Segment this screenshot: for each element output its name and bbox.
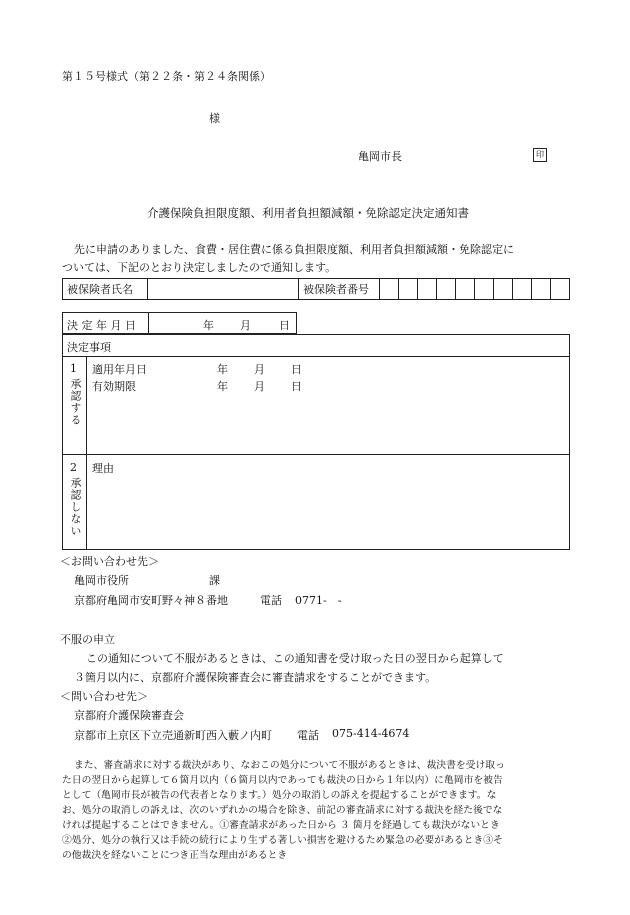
insured-number-digit[interactable]: [513, 279, 532, 300]
notice-line-4: お、処分の取消しの訴えは、次のいずれかの場合を除き、前記の審査請求に対する裁決を経た後でな: [62, 805, 503, 816]
contact-phone: 0771- -: [295, 594, 342, 607]
intro-line-1: 先に申請のありました、食費・居住費に係る負担限度額、利用者負担額減額・免除認定に: [74, 243, 514, 256]
reason-label: 理由: [92, 462, 114, 475]
contact-address: 京都府亀岡市安町野々神８番地: [74, 594, 228, 607]
valid-label: 有効期限: [92, 380, 136, 393]
insured-number-digit[interactable]: [551, 279, 570, 300]
appeal-contact-heading: ＜問い合わせ先＞: [60, 690, 148, 703]
appeal-phone: 075-414-4674: [332, 727, 410, 740]
approved-number: 1: [70, 362, 77, 375]
insured-number-digit[interactable]: [475, 279, 494, 300]
contact-section-unit: 課: [209, 574, 220, 587]
contact-phone-label: 電話: [260, 594, 282, 607]
divider: [148, 312, 149, 334]
issuer-name: 亀岡市長: [358, 150, 402, 163]
intro-line-2: ついては、下記のとおり決定しましたので通知します。: [62, 261, 337, 274]
notice-line-6: ②処分、処分の執行又は手続の続行により生ずる著しい損害を避けるため緊急の必要があるとき③そ: [62, 835, 503, 846]
appeal-line-1: この通知について不服があるときは、この通知書を受け取った日の翌日から起算して: [86, 652, 504, 665]
appeal-heading: 不服の申立: [60, 633, 115, 646]
notice-line-2: た日の翌日から起算して６箇月以内（６箇月以内であっても裁決の日から１年以内）に亀岡市を被告: [62, 775, 503, 786]
decision-month-unit: 月: [240, 319, 251, 332]
insured-number-digit[interactable]: [437, 279, 456, 300]
document-title: 介護保険負担限度額、利用者負担額減額・免除認定決定通知書: [147, 206, 469, 220]
decision-day-unit: 日: [279, 319, 290, 332]
insured-number-digit[interactable]: [494, 279, 513, 300]
appeal-address: 京都市上京区下立売通新町西入藪ノ内町: [74, 729, 272, 742]
apply-day-unit: 日: [291, 363, 302, 376]
contact-heading: ＜お問い合わせ先＞: [60, 555, 159, 568]
decision-items-label: 決定事項: [67, 341, 111, 354]
valid-month-unit: 月: [254, 380, 265, 393]
divider: [86, 356, 87, 550]
insured-name-label: 被保険者氏名: [63, 279, 148, 300]
form-number: 第１５号様式（第２２条・第２４条関係）: [62, 70, 271, 83]
appeal-line-2: ３箇月以内に、京都府介護保険審査会に審査請求をすることができます。: [74, 671, 437, 684]
insured-table: [62, 278, 570, 300]
apply-month-unit: 月: [254, 363, 265, 376]
approved-label: 承認する: [69, 378, 82, 426]
rejected-number: 2: [70, 461, 77, 474]
insured-number-digit[interactable]: [399, 279, 418, 300]
insured-number-digit[interactable]: [418, 279, 437, 300]
appeal-org: 京都府介護保険審査会: [74, 709, 184, 722]
notice-line-5: ければ提起することはできません。①審査請求があった日から ３ 箇月を経過しても裁決がないとき: [62, 820, 500, 831]
divider: [62, 454, 570, 455]
addressee-suffix: 様: [209, 112, 220, 125]
apply-date-label: 適用年月日: [92, 363, 147, 376]
insured-number-digit[interactable]: [456, 279, 475, 300]
notice-line-3: として（亀岡市長が被告の代表者となります。）処分の取消しの訴えを提起することができます。な: [62, 790, 497, 801]
appeal-phone-label: 電話: [297, 729, 319, 742]
apply-year-unit: 年: [217, 363, 228, 376]
insured-number-digit[interactable]: [380, 279, 399, 300]
notice-line-1: また、審査請求に対する裁決があり、なおこの処分について不服があるときは、裁決書を受け取っ: [74, 760, 505, 771]
decision-year-unit: 年: [203, 319, 214, 332]
insured-number-label: 被保険者番号: [299, 279, 380, 300]
insured-number-digit[interactable]: [532, 279, 551, 300]
notice-line-7: の他裁決を経ないことにつき正当な理由があるとき: [62, 850, 288, 861]
valid-day-unit: 日: [291, 380, 302, 393]
divider: [62, 356, 570, 357]
rejected-label: 承認しない: [69, 477, 82, 537]
decision-date-label: 決 定 年 月 日: [67, 319, 136, 332]
seal-mark: 印: [533, 148, 547, 162]
valid-year-unit: 年: [217, 380, 228, 393]
contact-office: 亀岡市役所: [74, 574, 129, 587]
insured-name-field[interactable]: [148, 279, 299, 300]
